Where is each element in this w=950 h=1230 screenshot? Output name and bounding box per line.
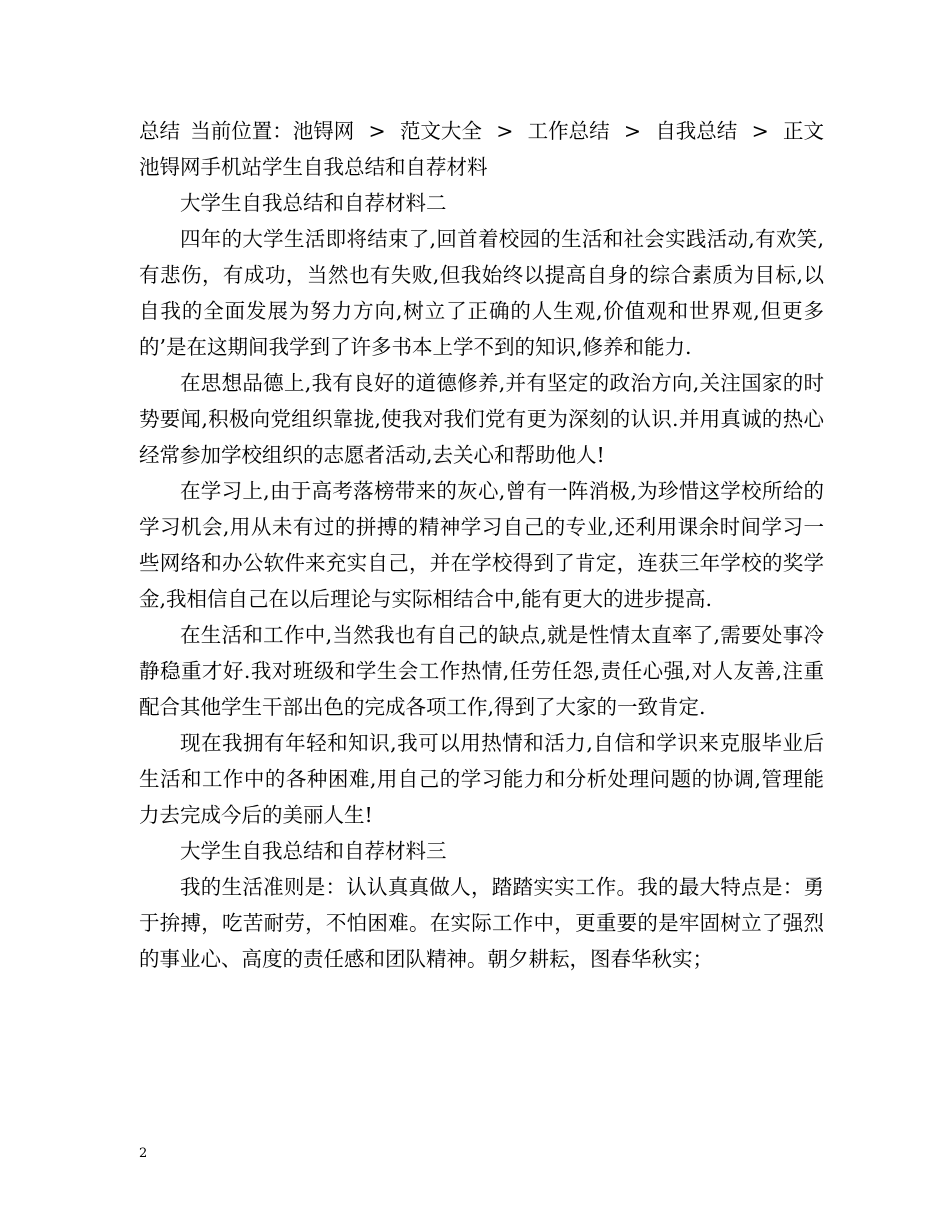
breadcrumb-prefix: 总结 bbox=[139, 119, 180, 143]
breadcrumb-location[interactable]: 当前位置：池锝网 bbox=[190, 119, 355, 143]
paragraph-3: 在学习上,由于高考落榜带来的灰心,曾有一阵消极,为珍惜这学校所给的学习机会,用从未有过的拼搏的精神学习自己的专业,还利用课余时间学习一些网络和办公软件来充实自己，并在学校得到了肯定，连获三年学校的奖学金,我相信自己在以后理论与实际相结合中,能有更大的进步提高. bbox=[139, 479, 824, 611]
breadcrumb-item-zhengwen: 正文 bbox=[783, 119, 824, 143]
document-body bbox=[139, 113, 824, 977]
breadcrumb-item-ziwo[interactable]: 自我总结 bbox=[655, 119, 738, 143]
site-line: 池锝网手机站学生自我总结和自荐材料 bbox=[139, 155, 488, 179]
breadcrumb-separator: > bbox=[623, 119, 642, 143]
breadcrumb-item-gongzuo[interactable]: 工作总结 bbox=[527, 119, 610, 143]
breadcrumb-item-fanwen[interactable]: 范文大全 bbox=[399, 119, 482, 143]
page-number: 2 bbox=[139, 1146, 148, 1161]
paragraph-1: 四年的大学生活即将结束了,回首着校园的生活和社会实践活动,有欢笑,有悲伤，有成功，当然也有失败,但我始终以提高自身的综合素质为目标,以自我的全面发展为努力方向,树立了正确的人生观,价值观和世界观,但更多的’是在这期间我学到了许多书本上学不到的知识,修养和能力. bbox=[139, 227, 824, 359]
paragraph-5: 现在我拥有年轻和知识,我可以用热情和活力,自信和学识来克服毕业后生活和工作中的各种困难,用自己的学习能力和分析处理问题的协调,管理能力去完成今后的美丽人生! bbox=[139, 731, 824, 827]
paragraph-2: 在思想品德上,我有良好的道德修养,并有坚定的政治方向,关注国家的时势要闻,积极向党组织靠拢,使我对我们党有更为深刻的认识.并用真诚的热心经常参加学校组织的志愿者活动,去关心和帮助他人! bbox=[139, 371, 824, 467]
breadcrumb bbox=[139, 113, 824, 149]
breadcrumb-separator: > bbox=[496, 119, 514, 143]
paragraph-6: 我的生活准则是：认认真真做人，踏踏实实工作。我的最大特点是：勇于拚搏，吃苦耐劳，不怕困难。在实际工作中，更重要的是牢固树立了强烈的事业心、高度的责任感和团队精神。朝夕耕耘，图春华秋实； bbox=[139, 875, 824, 971]
breadcrumb-separator: > bbox=[751, 119, 769, 143]
section-heading-three: 大学生自我总结和自荐材料三 bbox=[180, 839, 447, 863]
paragraph-4: 在生活和工作中,当然我也有自己的缺点,就是性情太直率了,需要处事冷静稳重才好.我对班级和学生会工作热情,任劳任怨,责任心强,对人友善,注重配合其他学生干部出色的完成各项工作,得到了大家的一致肯定. bbox=[139, 623, 824, 719]
breadcrumb-separator: > bbox=[368, 119, 386, 143]
section-heading-two: 大学生自我总结和自荐材料二 bbox=[180, 191, 447, 215]
